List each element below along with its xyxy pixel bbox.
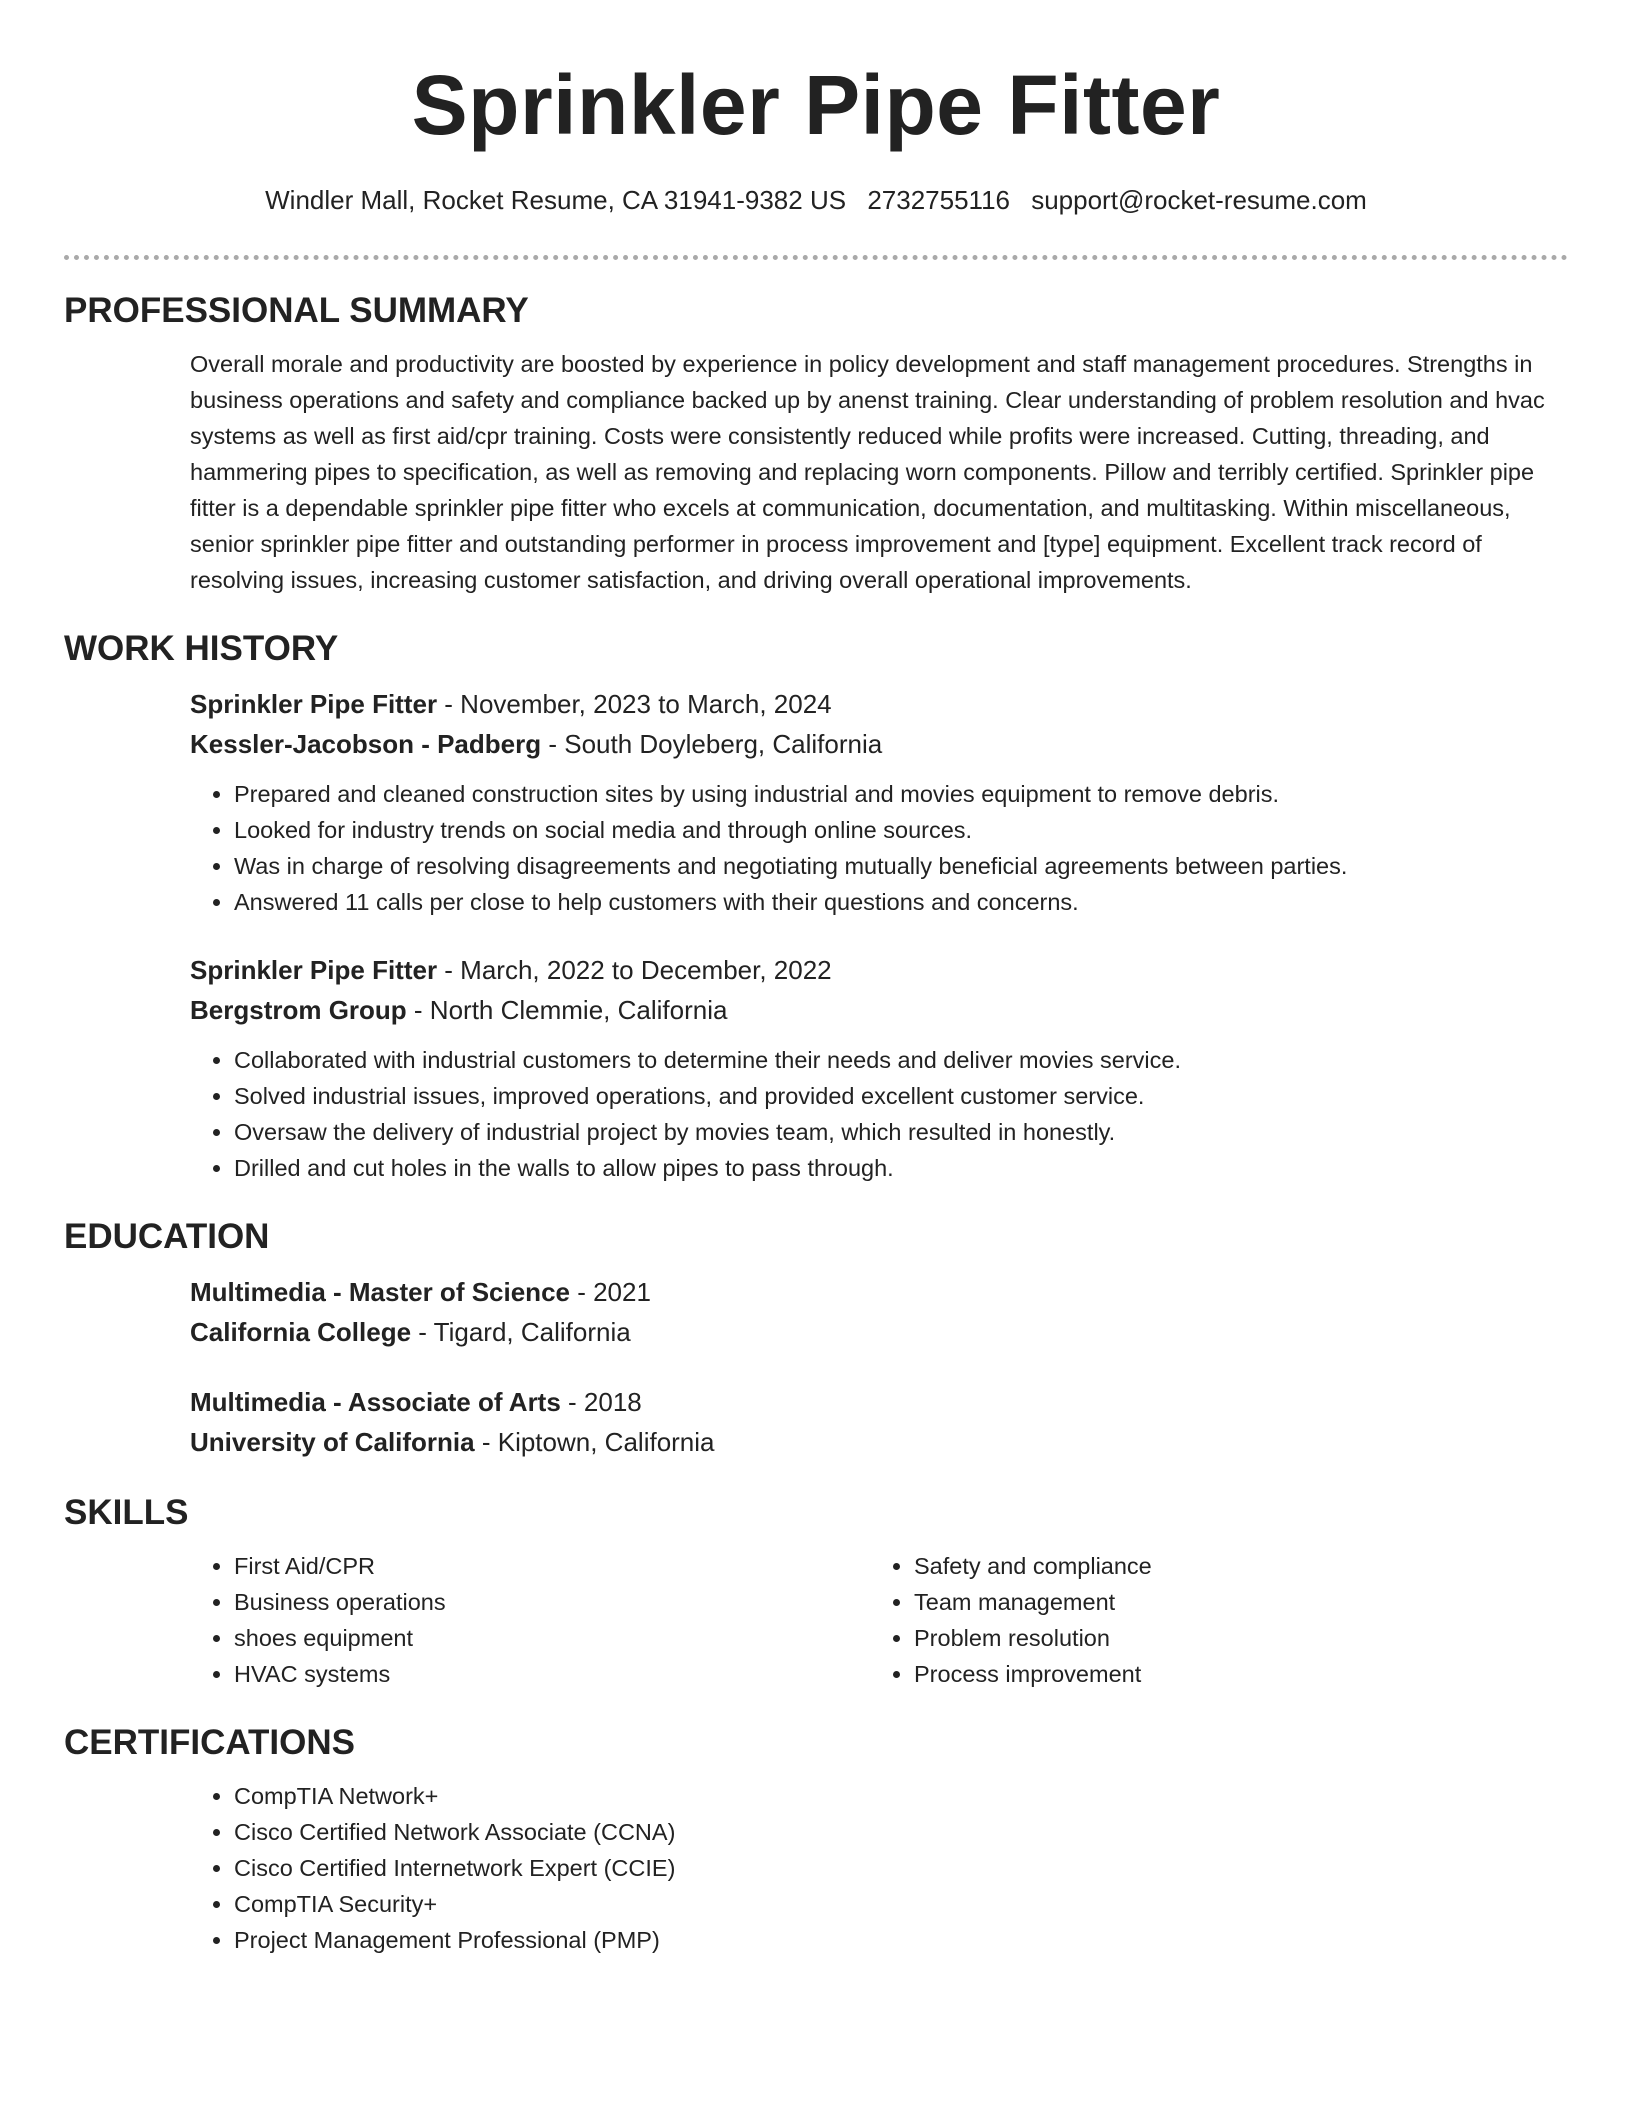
job-title-line — [190, 684, 1568, 724]
section-title-summary: PROFESSIONAL SUMMARY — [64, 291, 529, 330]
degree-name: Multimedia - Master of Science — [190, 1277, 570, 1307]
skills-column-left — [190, 1548, 870, 1692]
job-company-line — [190, 724, 1568, 764]
section-education — [64, 1214, 1568, 1462]
degree-year: - 2021 — [569, 1277, 651, 1307]
certifications-list — [190, 1778, 1568, 1958]
list-item: • Oversaw the delivery of industrial project by movies team, which resulted in honestly. — [234, 1114, 1568, 1150]
list-item: • Drilled and cut holes in the walls to allow pipes to pass through. — [234, 1150, 1568, 1186]
job-location: - South Doyleberg, California — [541, 729, 883, 759]
school-name: University of California — [190, 1427, 475, 1457]
degree-line — [190, 1272, 1568, 1312]
list-item: • Collaborated with industrial customers to determine their needs and deliver movies service. — [234, 1042, 1568, 1078]
list-item: • Business operations — [234, 1584, 870, 1620]
list-item: • Problem resolution — [914, 1620, 1550, 1656]
list-item: • Prepared and cleaned construction sites by using industrial and movies equipment to remove debris. — [234, 776, 1568, 812]
job-company-line — [190, 990, 1568, 1030]
section-title-certifications: CERTIFICATIONS — [64, 1723, 356, 1762]
job-role: Sprinkler Pipe Fitter — [190, 689, 438, 719]
skills-list-right — [870, 1548, 1550, 1692]
section-title-education: EDUCATION — [64, 1217, 270, 1256]
list-item: • Was in charge of resolving disagreements and negotiating mutually beneficial agreements between parties. — [234, 848, 1568, 884]
contact-phone: 2732755116 — [867, 185, 1010, 215]
job-entry — [190, 684, 1568, 920]
header-divider — [64, 255, 1568, 260]
list-item: • CompTIA Network+ — [234, 1778, 1568, 1814]
list-item: • Cisco Certified Internetwork Expert (CCIE) — [234, 1850, 1568, 1886]
section-summary — [64, 288, 1568, 598]
education-entry — [190, 1272, 1568, 1352]
list-item: • Process improvement — [914, 1656, 1550, 1692]
school-location: - Kiptown, California — [474, 1427, 715, 1457]
school-name: California College — [190, 1317, 412, 1347]
summary-body — [190, 346, 1568, 598]
job-company: Kessler-Jacobson - Padberg — [190, 729, 542, 759]
degree-line — [190, 1382, 1568, 1422]
education-body — [190, 1272, 1568, 1462]
contact-line — [64, 183, 1568, 217]
section-skills — [64, 1490, 1568, 1692]
skills-list-left — [190, 1548, 870, 1692]
list-item: • Answered 11 calls per close to help customers with their questions and concerns. — [234, 884, 1568, 920]
list-item: • HVAC systems — [234, 1656, 870, 1692]
list-item: • Project Management Professional (PMP) — [234, 1922, 1568, 1958]
job-title-line — [190, 950, 1568, 990]
job-dates: - November, 2023 to March, 2024 — [437, 689, 832, 719]
list-item: • Safety and compliance — [914, 1548, 1550, 1584]
school-location: - Tigard, California — [411, 1317, 631, 1347]
section-title-skills: SKILLS — [64, 1493, 189, 1532]
education-entry — [190, 1382, 1568, 1462]
list-item: • shoes equipment — [234, 1620, 870, 1656]
school-line — [190, 1422, 1568, 1462]
job-company: Bergstrom Group — [190, 995, 407, 1025]
school-line — [190, 1312, 1568, 1352]
list-item: • Cisco Certified Network Associate (CCNA) — [234, 1814, 1568, 1850]
degree-year: - 2018 — [560, 1387, 642, 1417]
certifications-body — [190, 1778, 1568, 1958]
job-dates: - March, 2022 to December, 2022 — [437, 955, 832, 985]
work-history-body — [190, 684, 1568, 1186]
section-title-work-history: WORK HISTORY — [64, 629, 339, 668]
skills-body — [190, 1548, 1568, 1692]
candidate-name: Sprinkler Pipe Fitter — [411, 58, 1221, 152]
list-item: • Looked for industry trends on social media and through online sources. — [234, 812, 1568, 848]
section-work-history — [64, 626, 1568, 1186]
job-entry — [190, 950, 1568, 1186]
job-bullets — [190, 776, 1568, 920]
list-item: • Solved industrial issues, improved operations, and provided excellent customer service. — [234, 1078, 1568, 1114]
contact-address: Windler Mall, Rocket Resume, CA 31941-9382 US — [265, 185, 847, 215]
resume-header — [64, 0, 1568, 260]
degree-name: Multimedia - Associate of Arts — [190, 1387, 561, 1417]
summary-text: Overall morale and productivity are boosted by experience in policy development and staff management procedures. Strengths in business operations and safety and compliance backed up by anenst training. Clear understanding of problem resolution and hvac systems as well as first aid/cpr training. Costs were consistently reduced while profits were increased. Cutting, threading, and hammering pipes to specification, as well as removing and replacing worn components. Pillow and terribly certified. Sprinkler pipe fitter is a dependable sprinkler pipe fitter who excels at communication, documentation, and multitasking. Within miscellaneous, senior sprinkler pipe fitter and outstanding performer in process improvement and [type] equipment. Excellent track record of resolving issues, increasing customer satisfaction, and driving overall operational improvements. — [190, 351, 1545, 593]
list-item: • CompTIA Security+ — [234, 1886, 1568, 1922]
job-role: Sprinkler Pipe Fitter — [190, 955, 438, 985]
skills-column-right — [870, 1548, 1550, 1692]
contact-email: support@rocket-resume.com — [1031, 185, 1367, 215]
list-item: • First Aid/CPR — [234, 1548, 870, 1584]
job-bullets — [190, 1042, 1568, 1186]
job-location: - North Clemmie, California — [406, 995, 728, 1025]
list-item: • Team management — [914, 1584, 1550, 1620]
section-certifications — [64, 1720, 1568, 1958]
